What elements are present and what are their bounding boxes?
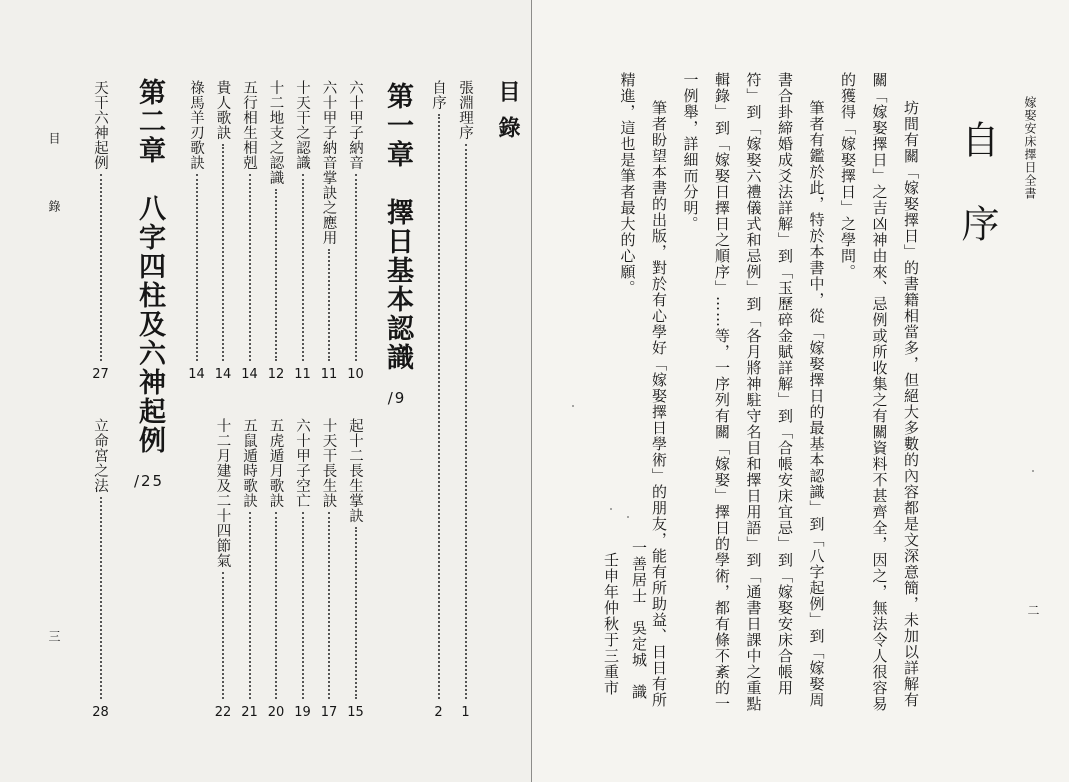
preface-line: 精進，這也是筆者最大的心願。 — [618, 72, 637, 296]
preface-line: 筆者盼望本書的出版，對於有心學好「嫁娶擇日學術」的朋友，能有所助益、日日有所 — [650, 100, 668, 708]
toc-entry — [428, 80, 449, 720]
toc-entry-page: 27 — [92, 367, 109, 382]
dot-leader — [100, 174, 102, 361]
toc-entry-page: 15 — [347, 705, 364, 720]
dot-leader — [328, 249, 330, 361]
toc-entry-label: 自序 — [430, 80, 446, 110]
toc-entry-page: 21 — [241, 705, 258, 720]
dot-leader — [196, 174, 198, 361]
toc-entry — [319, 418, 340, 720]
chapter-2-page: /25 — [133, 472, 165, 491]
paper-speck — [610, 508, 612, 510]
paper-speck — [1032, 470, 1034, 472]
toc-entry — [90, 80, 111, 382]
toc-entry-label: 起十二長生掌訣 — [347, 418, 363, 523]
toc-entry-page: 12 — [267, 367, 285, 382]
toc-entry-page: 14 — [241, 367, 258, 382]
toc-entry-label: 五鼠遁時歌訣 — [241, 418, 257, 508]
dot-leader — [328, 512, 330, 699]
toc-entry — [90, 418, 111, 720]
right-page-number: 二 — [1026, 604, 1040, 616]
toc-entry — [319, 80, 340, 382]
toc-entry — [213, 80, 234, 382]
toc-entry-label: 十天干之認識 — [294, 80, 310, 170]
dot-leader — [100, 497, 102, 699]
toc-entry-label: 五虎遁月歌訣 — [267, 418, 284, 508]
chapter-1-title: 第一章 擇日基本認識 — [382, 82, 413, 372]
dot-leader — [302, 512, 304, 699]
paper-speck — [572, 405, 574, 407]
dot-leader — [355, 527, 357, 699]
right-running-head: 嫁娶安床擇日全書 — [1023, 96, 1037, 200]
toc-entry-page: 14 — [188, 367, 205, 382]
preface-line: 一例舉，詳細而分明。 — [681, 72, 700, 232]
chapter-2-title: 第二章 八字四柱及六神起例 — [134, 78, 165, 455]
toc-entry — [266, 418, 287, 720]
preface-title: 自 序 — [955, 120, 999, 246]
toc-entry-label: 十二月建及二十四節氣 — [214, 418, 231, 568]
dot-leader — [222, 572, 224, 699]
preface-line: 筆者有鑑於此，特於本書中，從「嫁娶擇日的最基本認識」到「八字起例」到「嫁娶周 — [807, 100, 826, 708]
toc-entry-page: 2 — [434, 705, 443, 720]
toc-entry-label: 六十甲子納音掌訣之應用 — [320, 80, 337, 245]
left-running-head: 目 錄 — [47, 132, 61, 234]
toc-entry-page: 20 — [267, 705, 285, 720]
toc-entry-label: 祿馬羊刃歌訣 — [188, 80, 204, 170]
dot-leader — [275, 512, 277, 699]
dot-leader — [249, 512, 251, 699]
toc-entry — [239, 418, 260, 720]
toc-entry — [455, 80, 476, 720]
signature-date: 壬申年仲秋于三重市 — [602, 552, 620, 696]
toc-entry-label: 天干六神起例 — [92, 80, 108, 170]
paper-speck — [627, 516, 629, 518]
chapter-2-heading — [130, 78, 169, 490]
toc-entry-page: 28 — [92, 705, 109, 720]
dot-leader — [438, 114, 440, 699]
toc-entry-page: 11 — [294, 367, 311, 382]
left-page — [0, 0, 532, 782]
preface-line: 書合卦締婚成爻法詳解」到「玉歷碎金賦詳解」到「合帳安床宜忌」到「嫁娶安床合帳用 — [776, 72, 794, 696]
toc-entry-label: 五行相生相剋 — [241, 80, 257, 170]
preface-line: 輯錄」到「嫁娶日擇日之順序」……等，一序列有關「嫁娶」擇日的學術，都有條不紊的一 — [713, 72, 731, 712]
dot-leader — [275, 189, 277, 361]
toc-entry-page: 19 — [294, 705, 311, 720]
toc-entry-label: 貴人歌訣 — [214, 80, 231, 140]
dot-leader — [249, 174, 251, 361]
toc-entry — [239, 80, 260, 382]
toc-entry-page: 1 — [461, 705, 470, 720]
preface-line: 符」到「嫁娶六禮儀式和忌例」到「各月將神駐守名目和擇日用語」到「通書日課中之重點 — [744, 72, 763, 712]
dot-leader — [355, 174, 357, 361]
toc-entry — [345, 80, 366, 382]
toc-entry-label: 十天干長生訣 — [320, 418, 337, 508]
dot-leader — [222, 144, 224, 361]
preface-line: 關「嫁娶擇日」之吉凶神由來、忌例或所收集之有關資料不甚齊全，因之，無法令人很容易 — [870, 72, 889, 712]
toc-entry — [266, 80, 287, 382]
chapter-1-heading — [378, 82, 417, 407]
toc-entry-page: 22 — [214, 705, 232, 720]
dot-leader — [465, 144, 467, 699]
toc-entry — [292, 80, 313, 382]
toc-entry — [292, 418, 313, 720]
toc-entry-label: 張淵理序 — [457, 80, 473, 140]
preface-line: 的獲得「嫁娶擇日」之學問。 — [839, 72, 857, 280]
toc-entry — [345, 418, 366, 720]
preface-line: 坊間有關「嫁娶擇日」的書籍相當多，但絕大多數的內容都是文深意簡，未加以詳解有 — [902, 100, 920, 708]
right-page — [532, 0, 1069, 782]
toc-title: 目錄 — [495, 80, 520, 152]
toc-entry-page: 14 — [214, 367, 232, 382]
toc-entry-page: 11 — [320, 367, 338, 382]
signature-name: 一善居士 吳定城 識 — [630, 540, 648, 700]
chapter-1-page: /9 — [387, 389, 407, 408]
toc-entry-label: 立命宮之法 — [92, 418, 108, 493]
toc-entry-label: 十二地支之認識 — [267, 80, 284, 185]
left-page-number: 三 — [47, 630, 61, 642]
toc-entry-label: 六十甲子空亡 — [294, 418, 310, 508]
dot-leader — [302, 174, 304, 361]
toc-entry — [213, 418, 234, 720]
toc-entry-page: 10 — [347, 367, 364, 382]
toc-entry-label: 六十甲子納音 — [347, 80, 363, 170]
toc-entry — [186, 80, 207, 382]
toc-entry-page: 17 — [320, 705, 338, 720]
